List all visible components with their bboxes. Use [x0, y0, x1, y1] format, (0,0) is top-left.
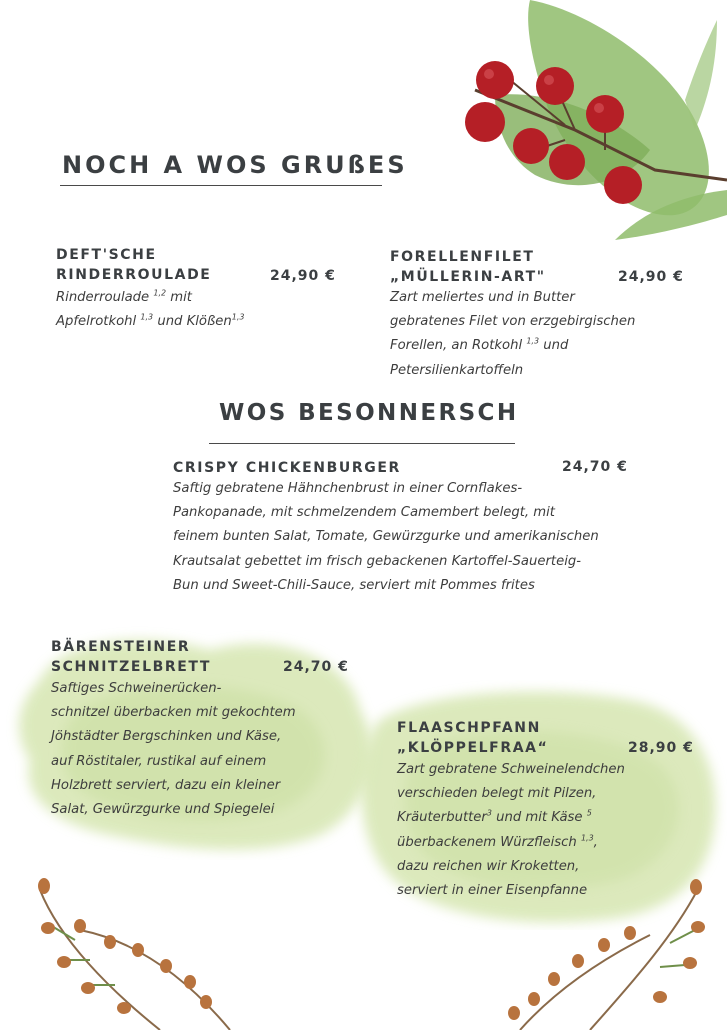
dish-title-line2: „MÜLLERIN-ART" — [390, 269, 546, 285]
dish-price-forellenfilet: 24,90 € — [618, 269, 684, 285]
dish-desc-schnitzelbrett: Saftiges Schweinerücken- schnitzel überbacken mit gekochtem Jöhstädter Bergschinken und Käse, auf Röstitaler, rustikal auf einem Holzbrett serviert, dazu ein kleiner Salat, Gewürzgurke und Spiegelei — [51, 681, 296, 818]
divider-gruss — [60, 185, 382, 186]
dish-title-line2: RINDERROULADE — [56, 267, 212, 283]
dish-title-line2: „KLÖPPELFRAA“ — [397, 740, 549, 756]
dish-title-line1: FORELLENFILET — [390, 249, 535, 265]
dish-flaaschpfann — [397, 718, 548, 758]
dish-forellenfilet — [390, 247, 546, 287]
berry-branch-icon — [455, 0, 727, 250]
dish-schnitzelbrett — [51, 637, 211, 677]
dish-price-schnitzelbrett: 24,70 € — [283, 659, 349, 675]
twig-left-icon — [20, 870, 250, 1030]
dish-title-line2: SCHNITZELBRETT — [51, 659, 212, 675]
dish-price-flaaschpfann: 28,90 € — [628, 740, 694, 756]
dish-rinderroulade — [56, 245, 211, 285]
dish-desc-forellenfilet: Zart meliertes und in Butter gebratenes Filet von erzgebirgischen Forellen, an Rotkohl $^{1,3}$ und Petersilienkartoffeln — [390, 290, 636, 378]
dish-title-chickenburger: CRISPY CHICKENBURGER — [173, 460, 401, 476]
section-title-besonnersch: WOS BESONNERSCH — [219, 400, 519, 426]
dish-price-chickenburger: 24,70 € — [562, 459, 628, 475]
dish-price-rinderroulade: 24,90 € — [270, 268, 336, 284]
dish-title-line1: DEFT'SCHE — [56, 247, 157, 263]
dish-title-line1: FLAASCHPFANN — [397, 720, 541, 736]
section-title-gruss: NOCH A WOS GRUßES — [62, 151, 408, 179]
dish-title-line1: BÄRENSTEINER — [51, 639, 191, 655]
dish-desc-chickenburger: Saftig gebratene Hähnchenbrust in einer Cornflakes- Pankopanade, mit schmelzendem Camembert belegt, mit feinem bunten Salat, Tomate, Gewürzgurke und amerikanischen Krautsalat gebettet im frisch gebackenen Kartoffel-Sauerteig- Bun und Sweet-Chili-Sauce, serviert mit Pommes frites — [173, 481, 599, 593]
dish-desc-rinderroulade: Rinderroulade $^{1,2}$ mit Apfelrotkohl $^{1,3}$ und Klößen$^{1,3}$ — [56, 288, 245, 330]
divider-besonnersch — [209, 443, 515, 444]
dish-desc-flaaschpfann: Zart gebratene Schweinelendchen verschieden belegt mit Pilzen, Kräuterbutter$^3$ und mit Käse $^5$ überbackenem Würzfleisch $^{1,3}$, dazu reichen wir Kroketten, serviert in einer Eisenpfanne — [397, 762, 625, 899]
